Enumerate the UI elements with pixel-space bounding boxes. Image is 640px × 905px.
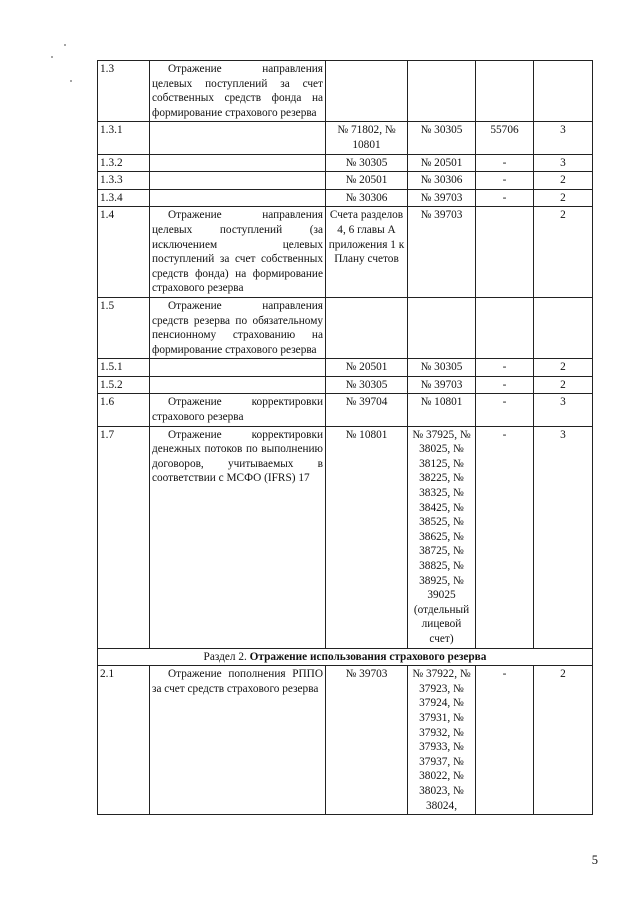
table-row	[98, 189, 593, 207]
line-code: 3	[534, 426, 593, 648]
line-code	[534, 61, 593, 122]
line-code: 3	[534, 122, 593, 154]
row-description: Отражение направления средств резерва по обязательному пенсионному страхованию на формирование страхового резерва	[150, 297, 326, 358]
line-code: 3	[534, 154, 593, 172]
line-code: 2	[534, 359, 593, 377]
table-row	[98, 666, 593, 815]
credit-account	[408, 61, 476, 122]
row-number: 1.6	[98, 394, 150, 426]
debit-account: № 39703	[326, 666, 408, 815]
page-number: 5	[591, 853, 598, 867]
symbol-code: -	[476, 154, 534, 172]
credit-account: № 10801	[408, 394, 476, 426]
row-description: Отражение направления целевых поступлений за счет собственных средств фонда на формирование страхового резерва	[150, 61, 326, 122]
credit-account	[408, 297, 476, 358]
table-row	[98, 426, 593, 648]
row-number: 1.4	[98, 207, 150, 298]
debit-account: № 10801	[326, 426, 408, 648]
debit-account: № 20501	[326, 359, 408, 377]
debit-account: № 30306	[326, 189, 408, 207]
debit-account: № 71802, № 10801	[326, 122, 408, 154]
row-description	[150, 122, 326, 154]
line-code: 2	[534, 376, 593, 394]
credit-account: № 37925, № 38025, № 38125, № 38225, № 38325, № 38425, № 38525, № 38625, № 38725, № 38825, № 38925, № 39025 (отдельный лицевой счет)	[408, 426, 476, 648]
line-code	[534, 297, 593, 358]
row-description	[150, 376, 326, 394]
scan-speck	[64, 44, 66, 46]
table-row	[98, 359, 593, 377]
line-code: 2	[534, 666, 593, 815]
section-title: Отражение использования страхового резерва	[249, 650, 487, 663]
row-description	[150, 154, 326, 172]
debit-account	[326, 61, 408, 122]
table-row	[98, 61, 593, 122]
line-code: 2	[534, 189, 593, 207]
row-description	[150, 359, 326, 377]
symbol-code: -	[476, 666, 534, 815]
row-description: Отражение направления целевых поступлений (за исключением целевых поступлений за счет собственных средств фонда) на формирование страхового резерва	[150, 207, 326, 298]
table-row	[98, 154, 593, 172]
row-number: 1.7	[98, 426, 150, 648]
section-prefix: Раздел 2.	[203, 650, 250, 663]
row-number: 1.5.1	[98, 359, 150, 377]
row-description: Отражение пополнения РППО за счет средств страхового резерва	[150, 666, 326, 815]
debit-account: Счета разделов 4, 6 главы А приложения 1 к Плану счетов	[326, 207, 408, 298]
table-row	[98, 394, 593, 426]
section-heading	[98, 648, 593, 666]
line-code: 3	[534, 394, 593, 426]
row-number: 1.3	[98, 61, 150, 122]
table-row	[98, 376, 593, 394]
table-row	[98, 122, 593, 154]
row-number: 1.3.4	[98, 189, 150, 207]
debit-account: № 20501	[326, 172, 408, 190]
table-row	[98, 172, 593, 190]
credit-account: № 30305	[408, 122, 476, 154]
row-description: Отражение корректировки денежных потоков по выполнению договоров, учитываемых в соответствии с МСФО (IFRS) 17	[150, 426, 326, 648]
section-row	[98, 648, 593, 666]
row-description	[150, 189, 326, 207]
debit-account: № 39704	[326, 394, 408, 426]
accounting-table	[97, 60, 593, 815]
credit-account: № 37922, № 37923, № 37924, № 37931, № 37932, № 37933, № 37937, № 38022, № 38023, № 38024,	[408, 666, 476, 815]
debit-account: № 30305	[326, 154, 408, 172]
symbol-code	[476, 207, 534, 298]
scan-speck	[70, 80, 72, 82]
row-number: 1.3.2	[98, 154, 150, 172]
debit-account	[326, 297, 408, 358]
symbol-code: 55706	[476, 122, 534, 154]
symbol-code: -	[476, 189, 534, 207]
row-number: 1.3.1	[98, 122, 150, 154]
row-number: 2.1	[98, 666, 150, 815]
symbol-code: -	[476, 359, 534, 377]
credit-account: № 39703	[408, 376, 476, 394]
row-number: 1.5	[98, 297, 150, 358]
line-code: 2	[534, 207, 593, 298]
credit-account: № 39703	[408, 189, 476, 207]
credit-account: № 30306	[408, 172, 476, 190]
credit-account: № 39703	[408, 207, 476, 298]
symbol-code	[476, 297, 534, 358]
symbol-code	[476, 61, 534, 122]
debit-account: № 30305	[326, 376, 408, 394]
row-description	[150, 172, 326, 190]
row-description: Отражение корректировки страхового резерва	[150, 394, 326, 426]
credit-account: № 30305	[408, 359, 476, 377]
credit-account: № 20501	[408, 154, 476, 172]
symbol-code: -	[476, 376, 534, 394]
row-number: 1.5.2	[98, 376, 150, 394]
symbol-code: -	[476, 426, 534, 648]
row-number: 1.3.3	[98, 172, 150, 190]
symbol-code: -	[476, 172, 534, 190]
table-row	[98, 207, 593, 298]
table-body	[98, 61, 593, 815]
symbol-code: -	[476, 394, 534, 426]
line-code: 2	[534, 172, 593, 190]
scan-speck	[51, 56, 53, 58]
table-row	[98, 297, 593, 358]
